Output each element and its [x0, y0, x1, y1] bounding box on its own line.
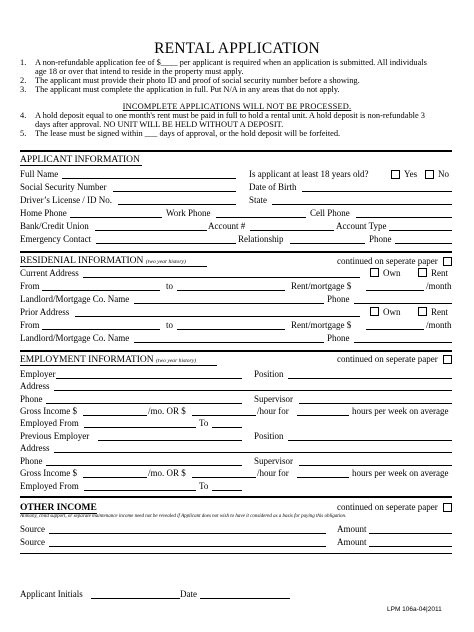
gross-income-label: Gross Income $ — [20, 468, 77, 478]
amount-label: Amount — [337, 537, 367, 547]
own-label: Own — [383, 307, 401, 317]
previous-employer-label: Previous Employer — [20, 431, 90, 441]
prior-address-field[interactable] — [75, 316, 360, 317]
previous-address-field[interactable] — [54, 452, 452, 453]
previous-employed-from-field[interactable] — [84, 490, 196, 491]
other-income-heading: OTHER INCOME — [20, 503, 97, 513]
previous-employer-field[interactable] — [98, 440, 242, 441]
work-phone-field[interactable] — [216, 217, 306, 218]
instruction-text: age 18 or over that intend to reside in the property must apply. — [35, 67, 244, 76]
rent-label: Rent — [431, 307, 448, 317]
employer-label: Employer — [20, 369, 56, 379]
ssn-label: Social Security Number — [20, 182, 107, 192]
to-label: To — [199, 481, 209, 491]
phone-label: Phone — [327, 294, 350, 304]
dob-label: Date of Birth — [249, 182, 297, 192]
prior-rent-checkbox[interactable] — [418, 307, 427, 316]
to-label: To — [199, 418, 209, 428]
residential-continued-label: continued on seperate paper — [337, 256, 438, 266]
instruction-text: The applicant must complete the application in full. Put N/A in any areas that do not apply. — [35, 85, 340, 94]
current-rent-checkbox[interactable] — [418, 268, 427, 277]
income-amount-1-field[interactable] — [369, 533, 452, 534]
ssn-field[interactable] — [113, 191, 236, 192]
income-source-2-field[interactable] — [49, 546, 326, 547]
amount-label: Amount — [337, 524, 367, 534]
hours-week-label: hours per week on average — [352, 406, 449, 416]
instruction-text: A non-refundable application fee of $____ per applicant is required when an application is submitted. All individuals — [35, 58, 427, 67]
other-income-continued-checkbox[interactable] — [443, 503, 452, 512]
age-question-label: Is applicant at least 18 years old? — [249, 169, 369, 179]
address-label: Address — [20, 381, 50, 391]
prior-from-field[interactable] — [42, 329, 160, 330]
employer-phone-field[interactable] — [46, 403, 242, 404]
page-title: RENTAL APPLICATION — [154, 40, 320, 57]
gross-income-label: Gross Income $ — [20, 406, 77, 416]
license-field[interactable] — [118, 204, 236, 205]
previous-phone-field[interactable] — [46, 465, 242, 466]
supervisor-field[interactable] — [299, 403, 452, 404]
bank-field[interactable] — [95, 230, 207, 231]
bank-label: Bank/Credit Union — [20, 221, 89, 231]
hour-for-label: /hour for — [257, 406, 289, 416]
age-yes-checkbox[interactable] — [391, 170, 400, 179]
position-field[interactable] — [288, 378, 452, 379]
monthly-income-field[interactable] — [83, 415, 147, 416]
landlord-label: Landlord/Mortgage Co. Name — [20, 333, 130, 343]
relationship-field[interactable] — [290, 243, 365, 244]
license-label: Driver’s License / ID No. — [20, 195, 113, 205]
heading-underline — [20, 165, 142, 166]
instruction-number: 5. — [20, 129, 27, 138]
current-own-checkbox[interactable] — [370, 268, 379, 277]
hours-field[interactable] — [297, 415, 349, 416]
incomplete-warning: INCOMPLETE APPLICATIONS WILL NOT BE PROCESSED. — [122, 102, 352, 111]
form-code: LPM 106a-04|2011 — [387, 606, 442, 613]
other-income-note: Alimony, child support, or separate maintenance income need not be revealed if Applicant does not wish to have it considered as a basis for paying this obligation. — [20, 514, 347, 519]
employed-to-field[interactable] — [212, 427, 242, 428]
prior-address-label: Prior Address — [20, 307, 70, 317]
age-no-checkbox[interactable] — [425, 170, 434, 179]
position-label: Position — [254, 431, 284, 441]
heading-underline — [20, 365, 217, 366]
home-phone-label: Home Phone — [20, 208, 67, 218]
mo-or-label: /mo. OR $ — [148, 406, 186, 416]
date-field[interactable] — [200, 598, 290, 599]
from-label: From — [20, 320, 40, 330]
current-landlord-phone-field[interactable] — [354, 303, 452, 304]
account-type-label: Account Type — [336, 221, 387, 231]
income-amount-2-field[interactable] — [369, 546, 452, 547]
prior-landlord-field[interactable] — [134, 342, 324, 343]
previous-monthly-income-field[interactable] — [83, 477, 147, 478]
rent-mortgage-label: Rent/mortgage $ — [291, 281, 352, 291]
dob-field[interactable] — [302, 191, 452, 192]
relationship-label: Relationship — [238, 234, 284, 244]
from-label: From — [20, 281, 40, 291]
phone-label: Phone — [327, 333, 350, 343]
current-to-field[interactable] — [177, 290, 285, 291]
section-divider — [20, 150, 452, 152]
residential-history-note: (two year history) — [145, 259, 186, 265]
current-address-field[interactable] — [83, 277, 360, 278]
position-label: Position — [254, 369, 284, 379]
emergency-contact-field[interactable] — [96, 243, 236, 244]
instruction-number: 4. — [20, 111, 27, 120]
hour-for-label: /hour for — [257, 468, 289, 478]
yes-label: Yes — [404, 169, 418, 179]
emergency-contact-label: Emergency Contact — [20, 234, 92, 244]
previous-hourly-wage-field[interactable] — [192, 477, 256, 478]
phone-label: Phone — [369, 234, 392, 244]
month-label: /month — [426, 320, 452, 330]
current-from-field[interactable] — [42, 290, 160, 291]
previous-supervisor-field[interactable] — [299, 465, 452, 466]
section-divider — [20, 350, 452, 352]
to-label: to — [166, 320, 174, 330]
cell-phone-label: Cell Phone — [310, 208, 350, 218]
supervisor-label: Supervisor — [254, 394, 293, 404]
mo-or-label: /mo. OR $ — [148, 468, 186, 478]
current-rent-field[interactable] — [366, 290, 424, 291]
prior-to-field[interactable] — [177, 329, 285, 330]
landlord-label: Landlord/Mortgage Co. Name — [20, 294, 130, 304]
to-label: to — [166, 281, 174, 291]
instruction-text: days after approval. NO UNIT WILL BE HELD WITHOUT A DEPOSIT. — [35, 120, 284, 129]
instruction-number: 2. — [20, 76, 27, 85]
other-income-continued-label: continued on seperate paper — [337, 502, 438, 512]
instruction-number: 3. — [20, 85, 27, 94]
home-phone-field[interactable] — [70, 217, 162, 218]
residential-continued-checkbox[interactable] — [443, 257, 452, 266]
employment-history-note: (two year history) — [156, 358, 197, 364]
employed-from-label: Employed From — [20, 481, 79, 491]
supervisor-label: Supervisor — [254, 456, 293, 466]
emergency-phone-field[interactable] — [395, 243, 452, 244]
previous-employed-to-field[interactable] — [212, 490, 242, 491]
applicant-heading: APPLICANT INFORMATION — [20, 155, 140, 165]
account-type-field[interactable] — [389, 230, 452, 231]
full-name-field[interactable] — [62, 178, 236, 179]
employer-field[interactable] — [56, 378, 242, 379]
account-number-field[interactable] — [250, 230, 334, 231]
instruction-text: A hold deposit equal to one month's rent must be paid in full to hold a rental unit. A hold deposit is non-refundable 3 — [35, 111, 425, 120]
instruction-number: 1. — [20, 58, 27, 67]
employment-continued-checkbox[interactable] — [443, 355, 452, 364]
account-number-label: Account # — [208, 221, 246, 231]
prior-landlord-phone-field[interactable] — [354, 342, 452, 343]
section-divider — [20, 553, 452, 554]
section-divider — [20, 496, 452, 498]
employment-heading-text: EMPLOYMENT INFORMATION — [20, 355, 154, 365]
date-label: Date — [180, 589, 197, 599]
prior-own-checkbox[interactable] — [370, 307, 379, 316]
phone-label: Phone — [20, 394, 43, 404]
no-label: No — [438, 169, 449, 179]
month-label: /month — [426, 281, 452, 291]
previous-hours-field[interactable] — [297, 477, 349, 478]
instruction-text: The applicant must provide their photo ID and proof of social security number before a showing. — [35, 76, 360, 85]
hourly-wage-field[interactable] — [192, 415, 256, 416]
instruction-text: The lease must be signed within ___ days of approval, or the hold deposit will be forfeited. — [35, 129, 341, 138]
heading-underline — [20, 266, 207, 267]
state-field[interactable] — [272, 204, 452, 205]
employer-address-field[interactable] — [54, 390, 452, 391]
residential-heading-text: RESIDENIAL INFORMATION — [20, 256, 144, 266]
full-name-label: Full Name — [20, 169, 59, 179]
applicant-initials-field[interactable] — [91, 598, 180, 599]
employed-from-label: Employed From — [20, 418, 79, 428]
cell-phone-field[interactable] — [356, 217, 452, 218]
source-label: Source — [20, 537, 45, 547]
rent-mortgage-label: Rent/mortgage $ — [291, 320, 352, 330]
current-landlord-field[interactable] — [134, 303, 324, 304]
current-address-label: Current Address — [20, 268, 79, 278]
prior-rent-field[interactable] — [366, 329, 424, 330]
rent-label: Rent — [431, 268, 448, 278]
hours-week-label: hours per week on average — [352, 468, 449, 478]
work-phone-label: Work Phone — [166, 208, 211, 218]
address-label: Address — [20, 443, 50, 453]
state-label: State — [249, 195, 267, 205]
employment-continued-label: continued on seperate paper — [337, 354, 438, 364]
previous-position-field[interactable] — [288, 440, 452, 441]
source-label: Source — [20, 524, 45, 534]
income-source-1-field[interactable] — [49, 533, 326, 534]
applicant-initials-label: Applicant Initials — [20, 589, 83, 599]
own-label: Own — [383, 268, 401, 278]
employed-from-field[interactable] — [84, 427, 196, 428]
phone-label: Phone — [20, 456, 43, 466]
section-divider — [20, 251, 452, 253]
